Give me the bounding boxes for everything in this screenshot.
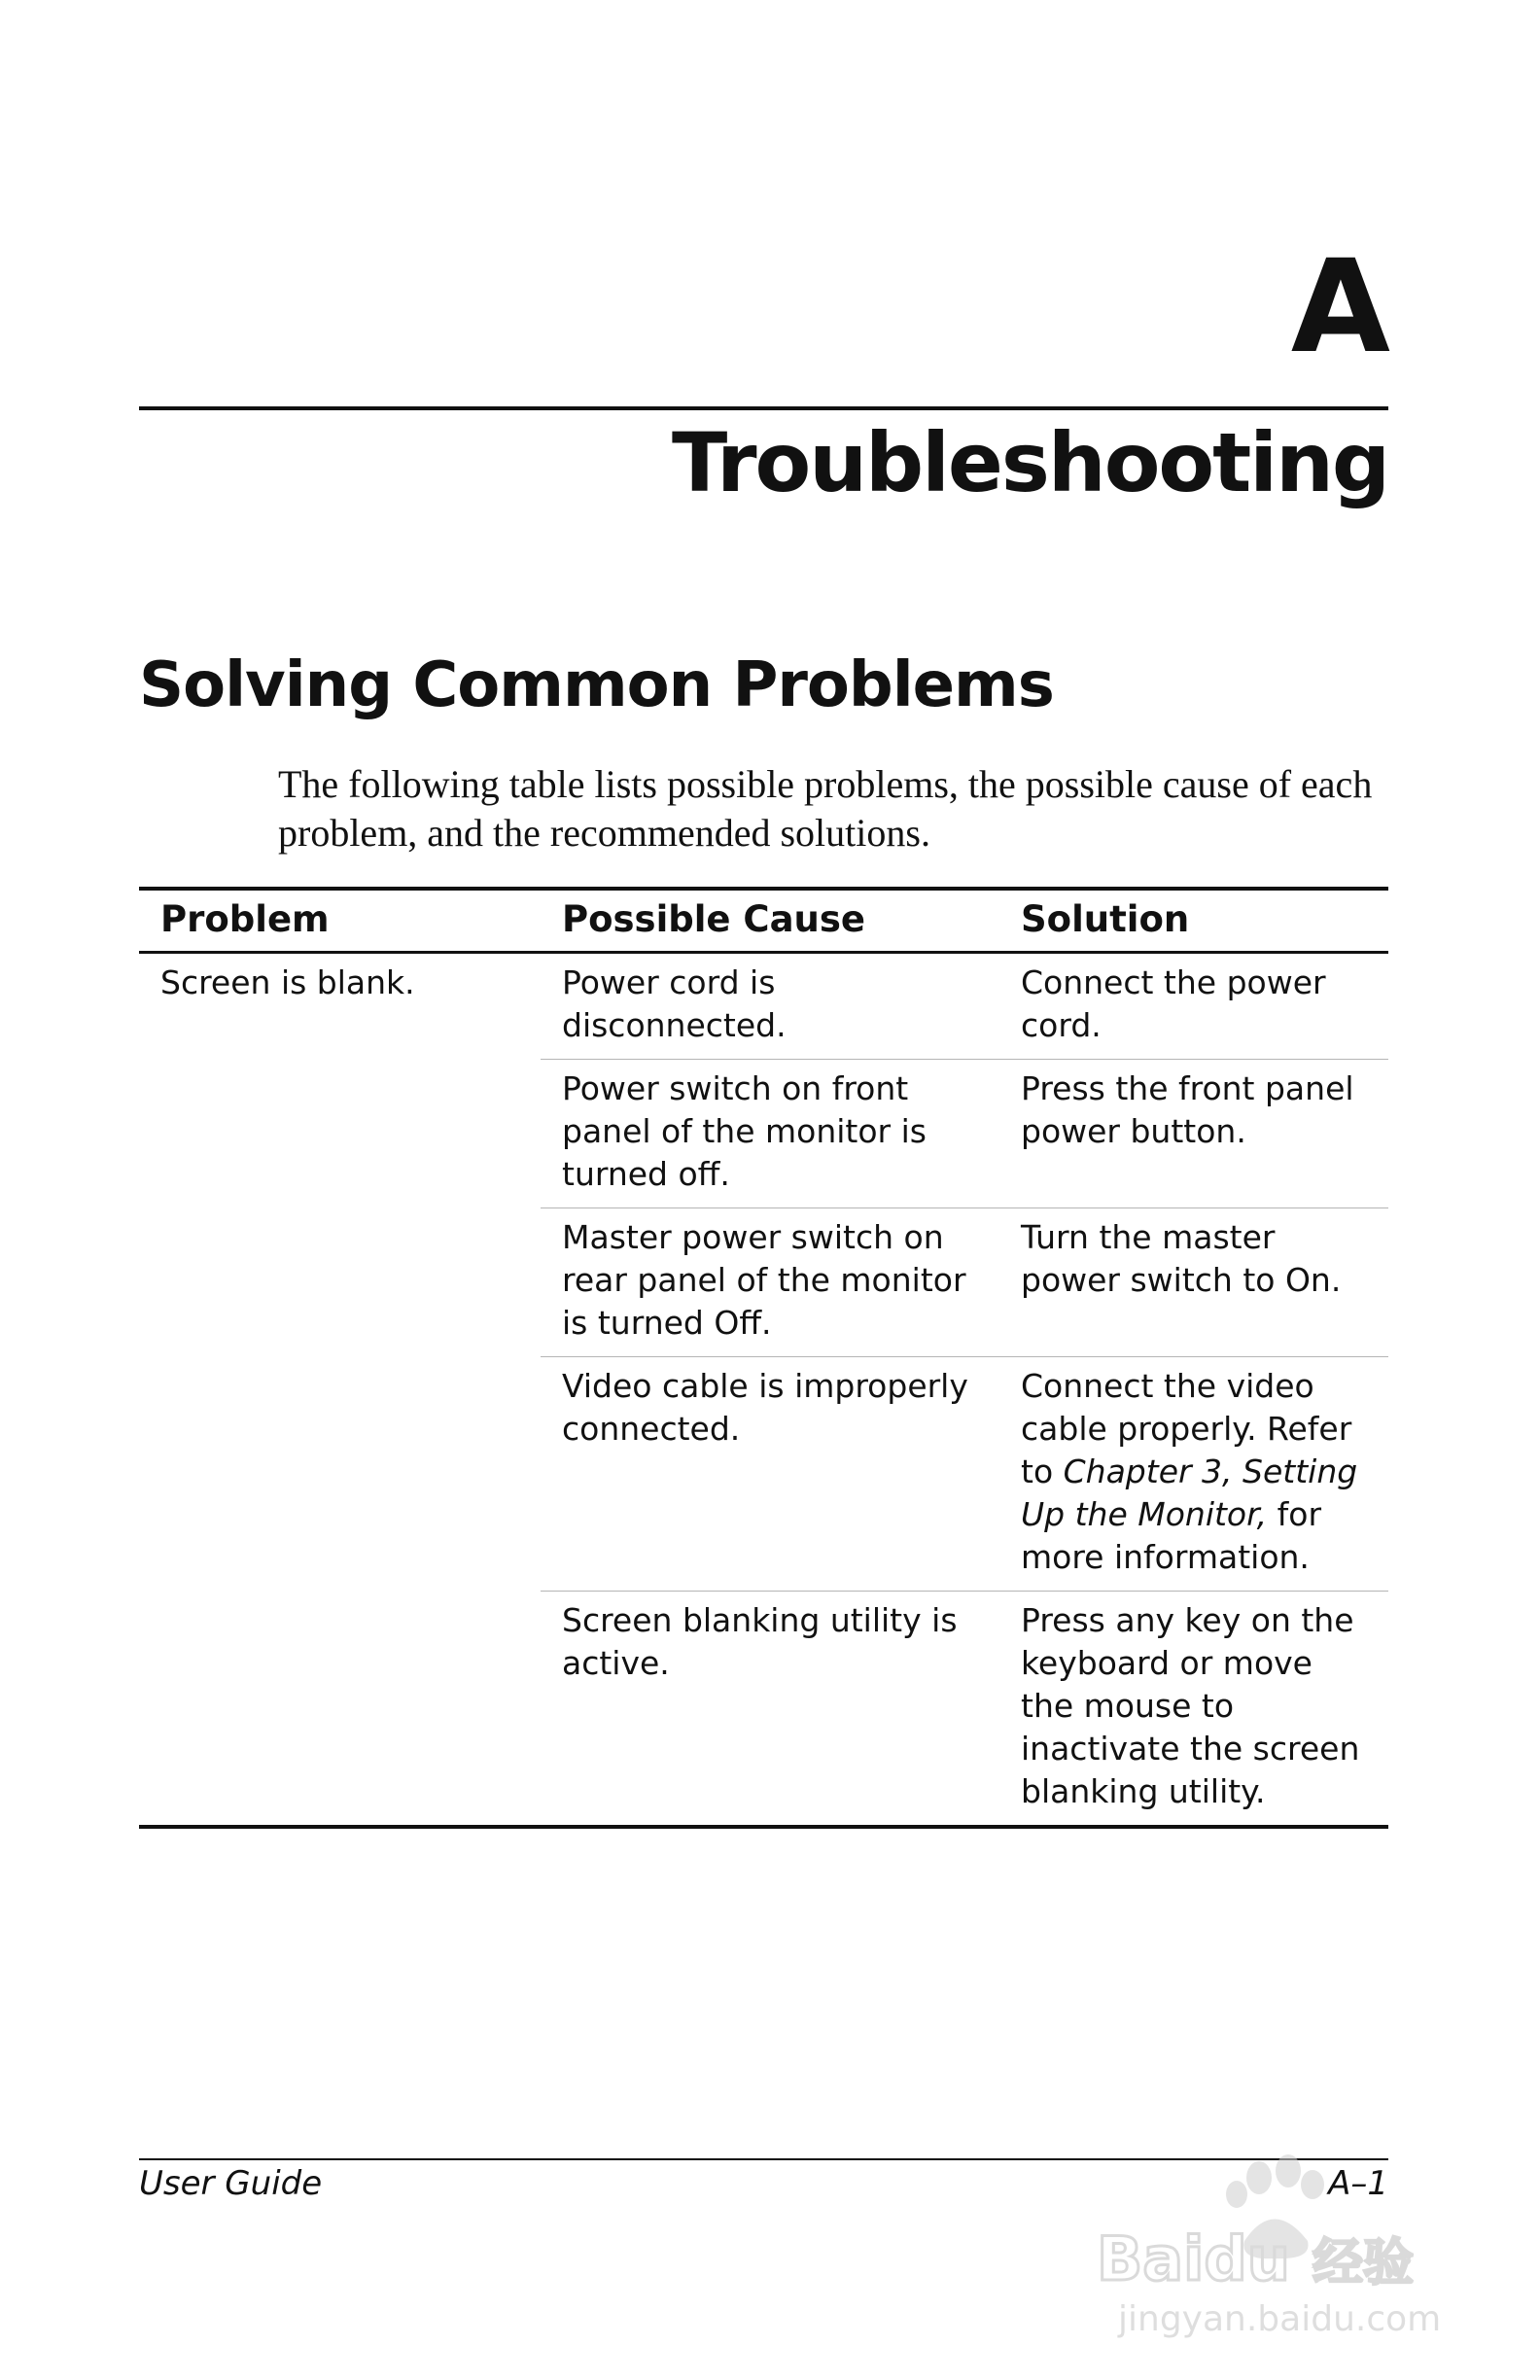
solution-cell: Press the front panel power button. (999, 1060, 1388, 1208)
table-header-row (139, 889, 1388, 953)
table-row (139, 953, 1388, 1060)
header-problem: Problem (139, 889, 541, 953)
solution-cell: Turn the master power switch to On. (999, 1208, 1388, 1357)
solution-cell (999, 1357, 1388, 1592)
cause-cell: Power switch on front panel of the monitor is turned off. (541, 1060, 999, 1208)
cause-cell: Screen blanking utility is active. (541, 1592, 999, 1828)
watermark-brand-cn: 经验 (1312, 2234, 1415, 2292)
chapter-letter: A (1290, 232, 1388, 382)
solution-text: for more information. (1021, 1495, 1322, 1576)
problem-cell: Screen is blank. (139, 953, 541, 1828)
footer-doc-title: User Guide (139, 2164, 323, 2203)
header-solution: Solution (999, 889, 1388, 953)
cause-cell: Power cord is disconnected. (541, 953, 999, 1060)
header-possible-cause: Possible Cause (541, 889, 999, 953)
cause-cell: Master power switch on rear panel of the monitor is turned Off. (541, 1208, 999, 1357)
solution-cell: Connect the power cord. (999, 953, 1388, 1060)
watermark-brand: Baidu (1097, 2223, 1290, 2294)
intro-paragraph: The following table lists possible problems, the possible cause of each problem, and the recommended solutions. (278, 762, 1373, 855)
chapter-rule (139, 406, 1388, 410)
footer-page-number: A–1 (1328, 2164, 1388, 2203)
section-heading: Solving Common Problems (139, 649, 1054, 721)
solution-text: Connect the video cable properly. Refer to (1021, 1367, 1352, 1490)
chapter-reference: Chapter 3, Setting Up the Monitor, (1021, 1452, 1358, 1533)
watermark-url: jingyan.baidu.com (1118, 2299, 1442, 2339)
baidu-watermark (1079, 2124, 1449, 2348)
chapter-title: Troubleshooting (672, 415, 1388, 510)
cause-cell: Video cable is improperly connected. (541, 1357, 999, 1592)
troubleshooting-table (139, 887, 1388, 1829)
solution-cell: Press any key on the keyboard or move the mouse to inactivate the screen blanking utility. (999, 1592, 1388, 1828)
